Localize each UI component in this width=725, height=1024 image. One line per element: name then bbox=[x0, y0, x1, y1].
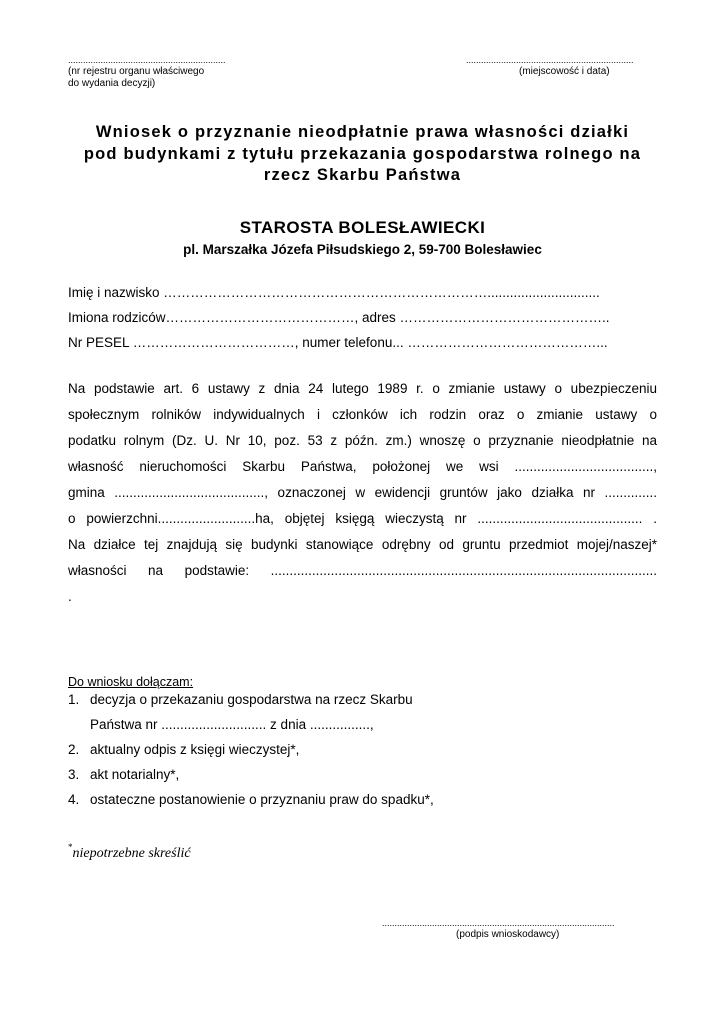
attachment-item-text: aktualny odpis z księgi wieczystej*, bbox=[90, 742, 300, 757]
body-line: Na podstawie art. 6 ustawy z dnia 24 lutego 1989 r. o zmianie ustawy o ubezpieczeniu bbox=[68, 381, 657, 396]
document-title-line2: pod budynkami z tytułu przekazania gospodarstwa rolnego na bbox=[83, 145, 642, 163]
body-line: Na działce tej znajdują się budynki stanowiące odrębny od gruntu przedmiot mojej/naszej* bbox=[68, 537, 657, 552]
attachment-item-text: Państwa nr ............................ z dnia ................, bbox=[90, 717, 374, 732]
recipient-address: pl. Marszałka Józefa Piłsudskiego 2, 59-700 Bolesławiec bbox=[183, 242, 542, 257]
footnote-text: niepotrzebne skreślić bbox=[72, 846, 191, 861]
attachment-item-text: ostateczne postanowienie o przyznaniu praw do spadku*, bbox=[90, 792, 434, 807]
body-line: podatku rolnym (Dz. U. Nr 10, poz. 53 z późn. zm.) wnoszę o przyznanie nieodpłatnie na bbox=[68, 433, 657, 448]
body-line: społecznym rolników indywidualnych i członków ich rodzin oraz o zmianie ustawy o bbox=[68, 407, 657, 422]
document-title-line3: rzecz Skarbu Państwa bbox=[263, 166, 462, 184]
body-line: o powierzchni..........................ha, objętej księgą wieczystą nr ............................................ . bbox=[68, 511, 657, 526]
register-number-dots: ............................................................... bbox=[68, 55, 226, 65]
field-name: Imię i nazwisko ……………………………………………………………….............................. bbox=[68, 285, 600, 300]
attachment-item-text: decyzja o przekazaniu gospodarstwa na rzecz Skarbu bbox=[90, 692, 413, 707]
attachment-number: 3. bbox=[68, 767, 80, 782]
register-number-label-line1: (nr rejestru organu właściwego bbox=[68, 66, 205, 77]
attachment-number: 1. bbox=[68, 692, 80, 707]
body-line: własność nieruchomości Skarbu Państwa, położonej we wsi ....................................., bbox=[68, 459, 657, 474]
signature-dots: ............................................................................................. bbox=[382, 918, 615, 928]
attachments-heading: Do wniosku dołączam: bbox=[68, 675, 194, 689]
body-line: własności na podstawie: ....................................................................................................... bbox=[68, 563, 657, 578]
body-line: gmina ........................................, oznaczonej w ewidencji gruntów jako działka nr .............. bbox=[68, 485, 657, 500]
document-title-line1: Wniosek o przyznanie nieodpłatnie prawa własności działki bbox=[95, 123, 630, 141]
recipient-name: STAROSTA BOLESŁAWIECKI bbox=[239, 218, 486, 237]
attachment-number: 2. bbox=[68, 742, 80, 757]
field-pesel-phone: Nr PESEL ………………………………, numer telefonu... ……………………………………... bbox=[68, 335, 608, 350]
place-date-dots: ................................................................... bbox=[466, 55, 634, 65]
body-line: . bbox=[68, 589, 72, 604]
footnote-mark: * bbox=[68, 842, 73, 852]
request-body bbox=[68, 376, 657, 610]
signature-label: (podpis wnioskodawcy) bbox=[456, 929, 560, 940]
footnote bbox=[68, 842, 191, 862]
place-date-label: (miejscowość i data) bbox=[519, 66, 610, 77]
register-number-label-line2: do wydania decyzji) bbox=[68, 78, 156, 89]
field-parents-address: Imiona rodziców……………………………………, adres ……………………………………….. bbox=[68, 310, 610, 325]
attachment-item-text: akt notarialny*, bbox=[90, 767, 180, 782]
attachment-number: 4. bbox=[68, 792, 80, 807]
